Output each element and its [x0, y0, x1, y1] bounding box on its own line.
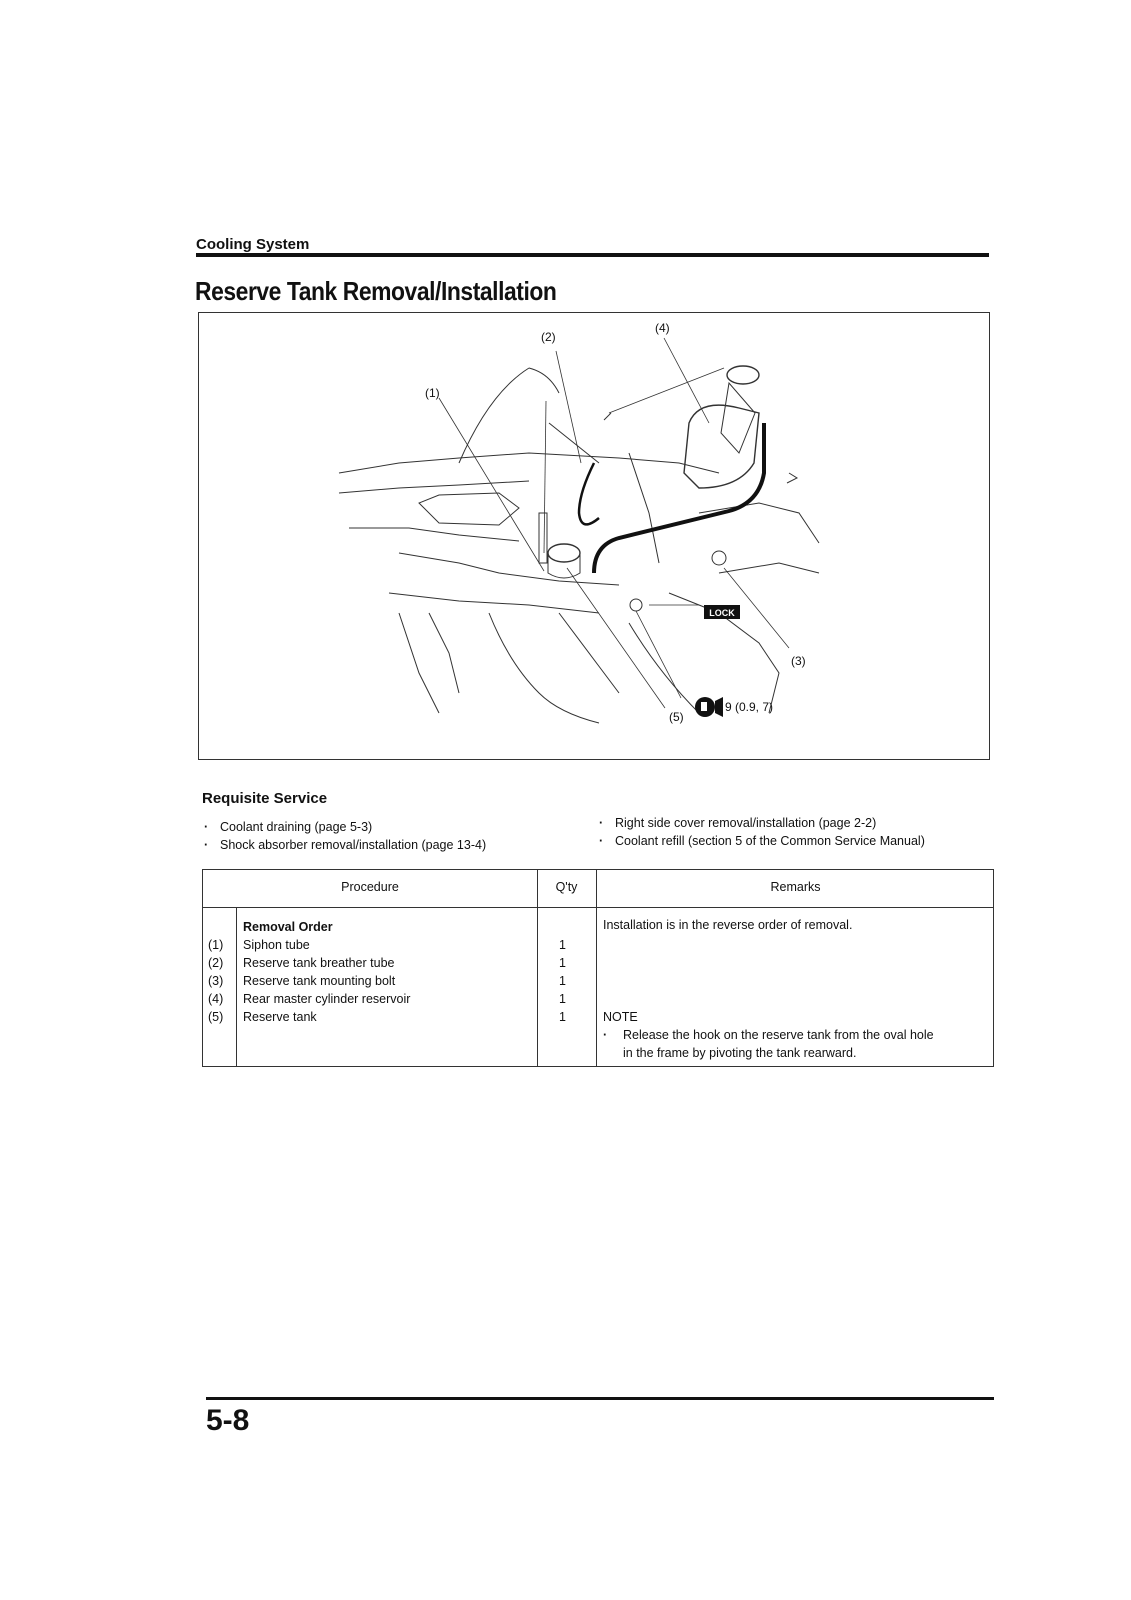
- row-qty: 1: [559, 956, 566, 970]
- lock-label: LOCK: [709, 608, 735, 618]
- callout-5: (5): [669, 710, 684, 724]
- row-item: Reserve tank breather tube: [243, 956, 395, 970]
- list-item: · Shock absorber removal/installation (page 13-4): [202, 836, 486, 854]
- exploded-view-figure: [198, 312, 990, 760]
- row-item: Reserve tank: [243, 1010, 317, 1024]
- callout-2: (2): [541, 330, 556, 344]
- procedure-table: [202, 869, 994, 1067]
- row-num: (3): [208, 974, 224, 988]
- requisite-list-left: [202, 818, 486, 854]
- header-procedure: Procedure: [341, 880, 399, 894]
- note-title: NOTE: [603, 1010, 638, 1024]
- footer-rule: [206, 1397, 994, 1400]
- row-qty: 1: [559, 1010, 566, 1024]
- row-item: Rear master cylinder reservoir: [243, 992, 411, 1006]
- row-qty: 1: [559, 974, 566, 988]
- list-item: · Right side cover removal/installation (page 2-2): [597, 814, 925, 832]
- torque-label: 9 (0.9, 7): [725, 700, 774, 714]
- list-item: · Coolant draining (page 5-3): [202, 818, 486, 836]
- remark-main: Installation is in the reverse order of removal.: [603, 918, 853, 932]
- callout-4: (4): [655, 321, 670, 335]
- note-line-1: Release the hook on the reserve tank from the oval hole: [623, 1028, 934, 1042]
- note-line-2: in the frame by pivoting the tank rearward.: [623, 1046, 857, 1060]
- header-remarks: Remarks: [770, 880, 821, 894]
- row-num: (5): [208, 1010, 224, 1024]
- row-num: (2): [208, 956, 224, 970]
- list-item: · Coolant refill (section 5 of the Common Service Manual): [597, 832, 925, 850]
- torque-wrench-icon: [695, 697, 723, 717]
- lock-agent-icon: [704, 605, 740, 619]
- header-qty: Q'ty: [555, 880, 578, 894]
- row-qty: 1: [559, 992, 566, 1006]
- requisite-list-right: [597, 814, 925, 850]
- row-num: (4): [208, 992, 224, 1006]
- callout-3: (3): [791, 654, 806, 668]
- row-item: Reserve tank mounting bolt: [243, 974, 396, 988]
- page-title: Reserve Tank Removal/Installation: [195, 276, 557, 306]
- requisite-service-title: Requisite Service: [202, 790, 328, 807]
- row-num: (1): [208, 938, 224, 952]
- engine-illustration: [199, 313, 989, 759]
- note-bullet: ·: [603, 1028, 608, 1042]
- row-item: Siphon tube: [243, 938, 310, 952]
- row-qty: 1: [559, 938, 566, 952]
- header-rule: [196, 253, 989, 257]
- page-number: 5-8: [206, 1404, 250, 1437]
- callout-1: (1): [425, 386, 440, 400]
- section-header: Cooling System: [196, 236, 310, 253]
- removal-order-title: Removal Order: [243, 920, 333, 934]
